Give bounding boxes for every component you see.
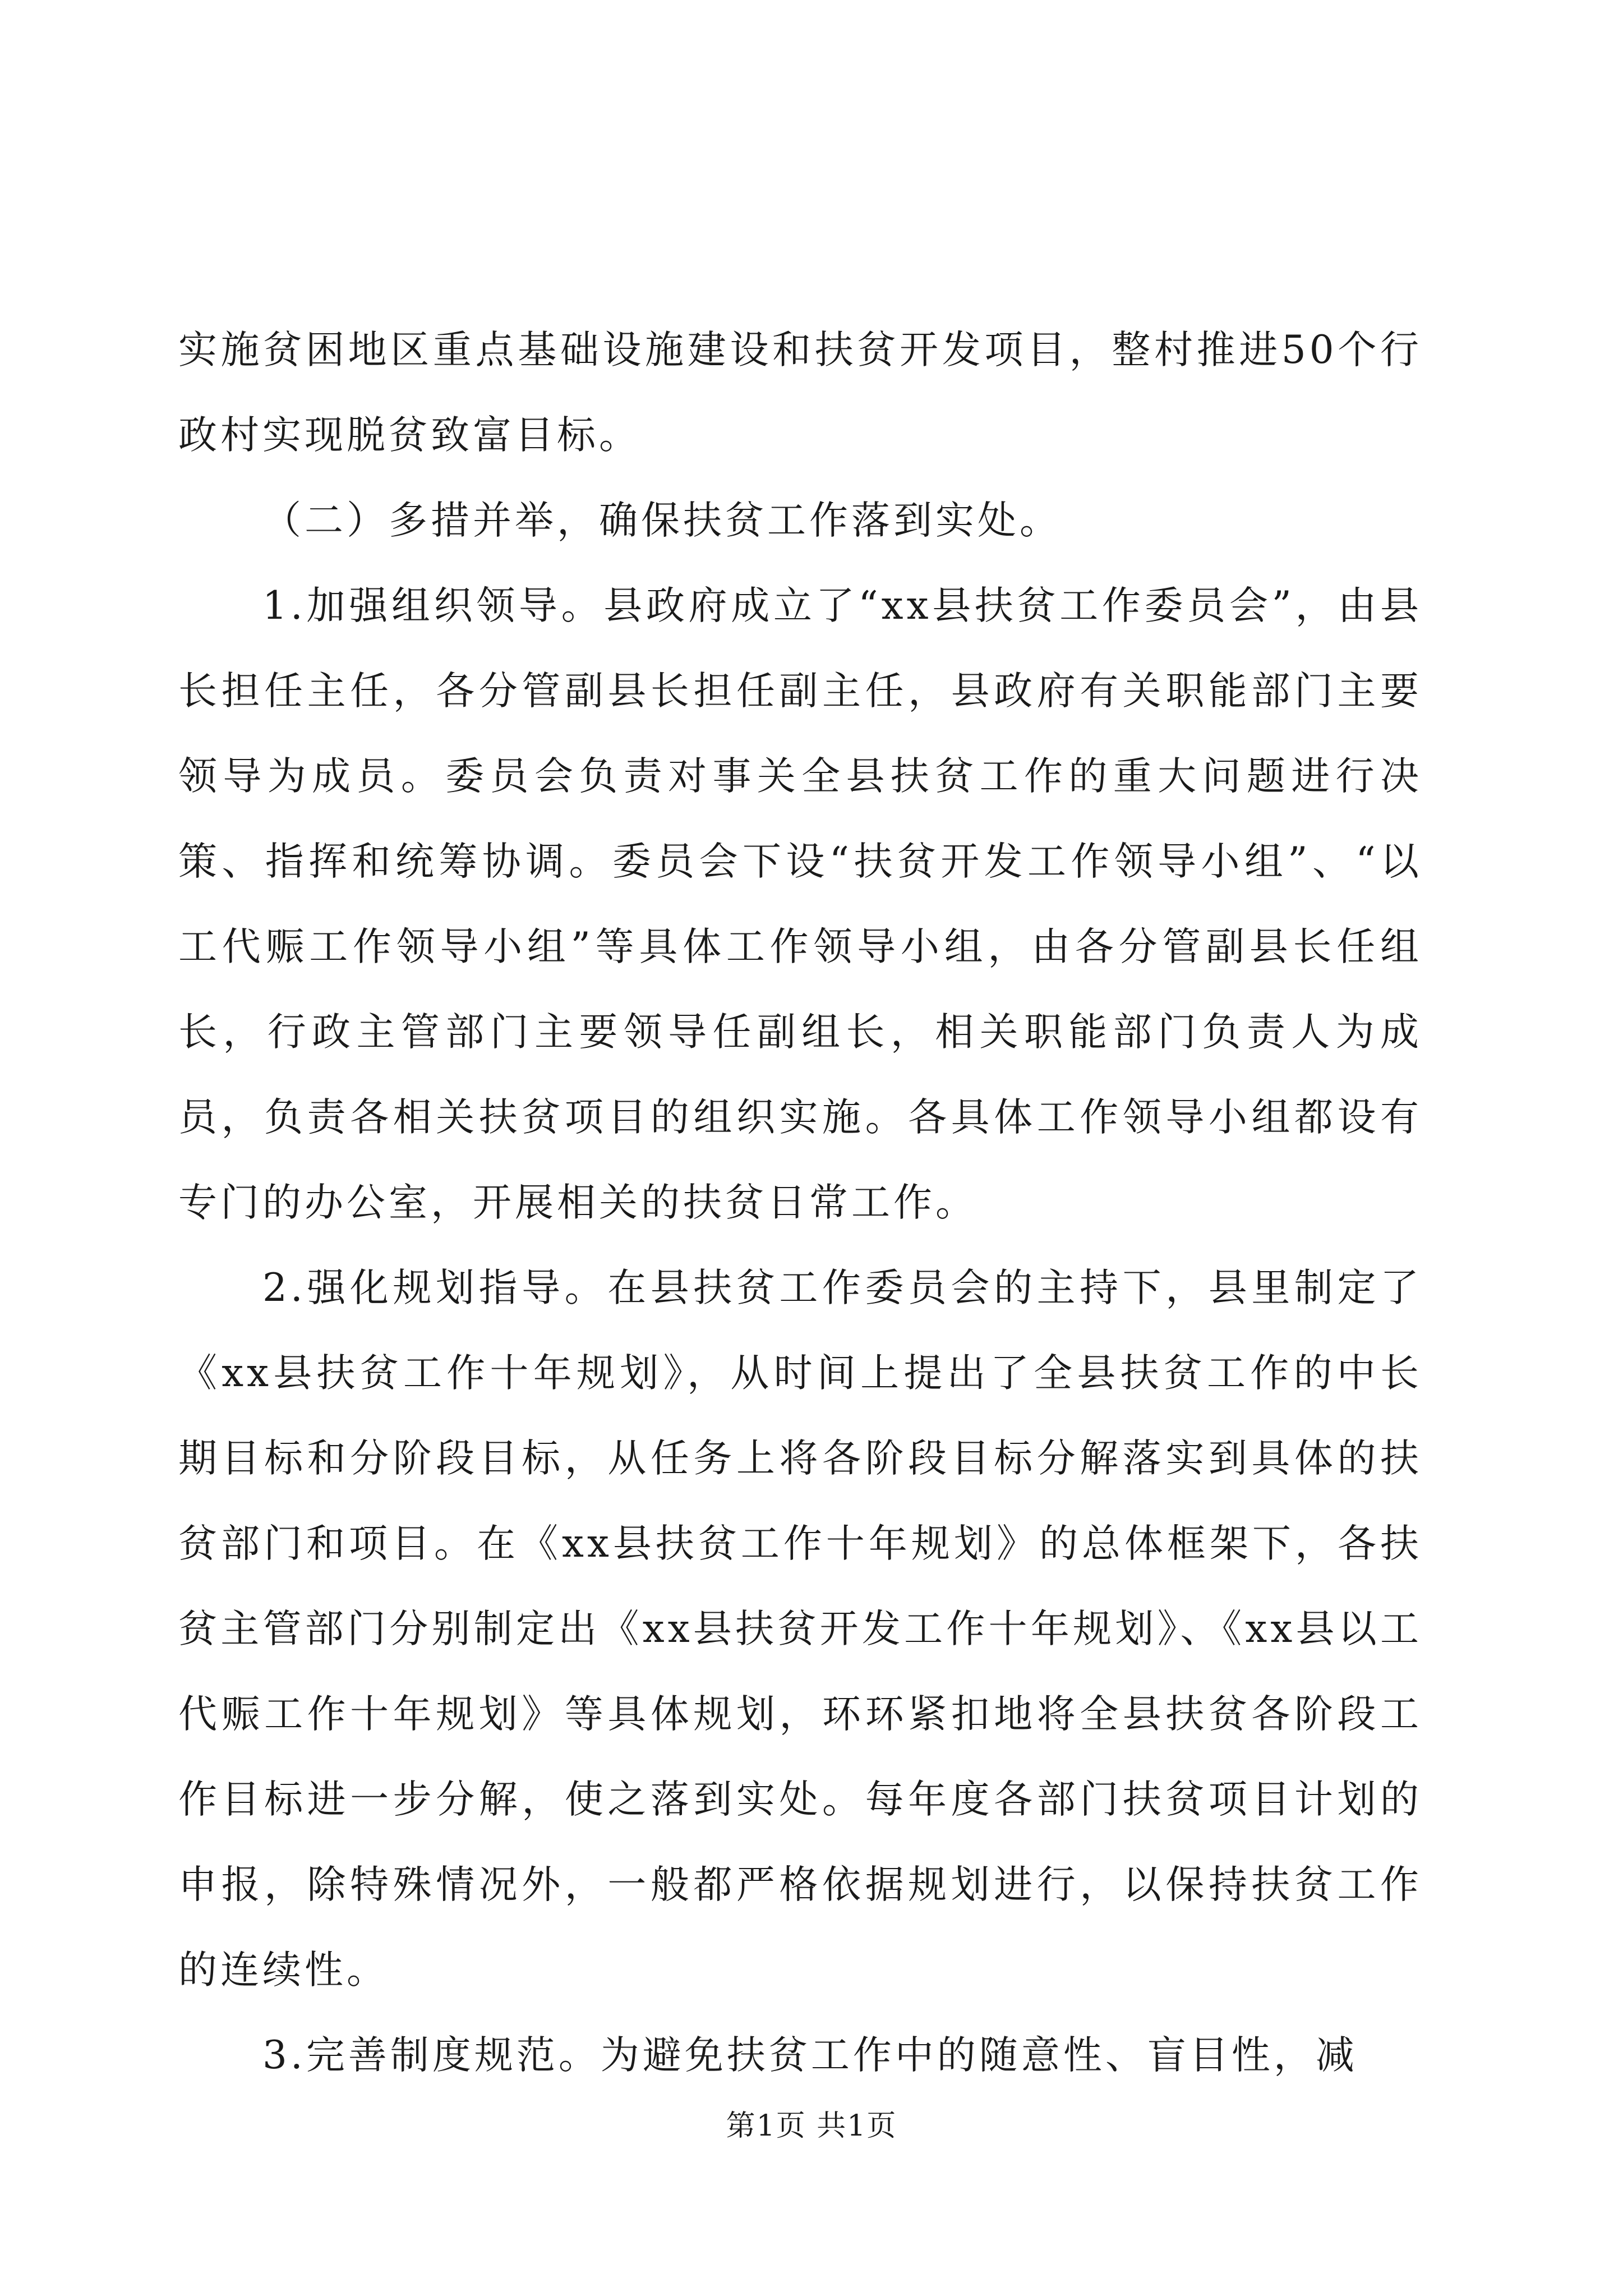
paragraph-system-standards: 3.完善制度规范。为避免扶贫工作中的随意性、盲目性，减	[262, 2033, 1358, 2078]
paragraph-organization-leadership: 1.加强组织领导。县政府成立了“xx县扶贫工作委员会”，由县长担任主任，各分管副县长担任副主任，县政府有关职能部门主要领导为成员。委员会负责对事关全县扶贫工作的重大问题进行决策、指挥和统筹协调。委员会下设“扶贫开发工作领导小组”、“以工代赈工作领导小组”等具体工作领导小组，由各分管副县长任组长，行政主管部门主要领导任副组长，相关职能部门负责人为成员，负责各相关扶贫项目的组织实施。各具体工作领导小组都设有专门的办公室，开展相关的扶贫日常工作。	[178, 583, 1422, 1225]
paragraph-continuation: 实施贫困地区重点基础设施建设和扶贫开发项目，整村推进50个行政村实现脱贫致富目标。	[178, 328, 1422, 458]
page-number-label: 第1页 共1页	[726, 2109, 897, 2143]
document-body	[178, 307, 1422, 2098]
paragraph-planning-guidance: 2.强化规划指导。在县扶贫工作委员会的主持下，县里制定了《xx县扶贫工作十年规划》，从时间上提出了全县扶贫工作的中长期目标和分阶段目标，从任务上将各阶段目标分解落实到具体的扶贫部门和项目。在《xx县扶贫工作十年规划》的总体框架下，各扶贫主管部门分别制定出《xx县扶贫开发工作十年规划》、《xx县以工代赈工作十年规划》等具体规划，环环紧扣地将全县扶贫各阶段工作目标进一步分解，使之落到实处。每年度各部门扶贫项目计划的申报，除特殊情况外，一般都严格依据规划进行，以保持扶贫工作的连续性。	[178, 1266, 1422, 1993]
section-heading: （二）多措并举，确保扶贫工作落到实处。	[262, 498, 1062, 543]
page-footer	[0, 2106, 1623, 2146]
